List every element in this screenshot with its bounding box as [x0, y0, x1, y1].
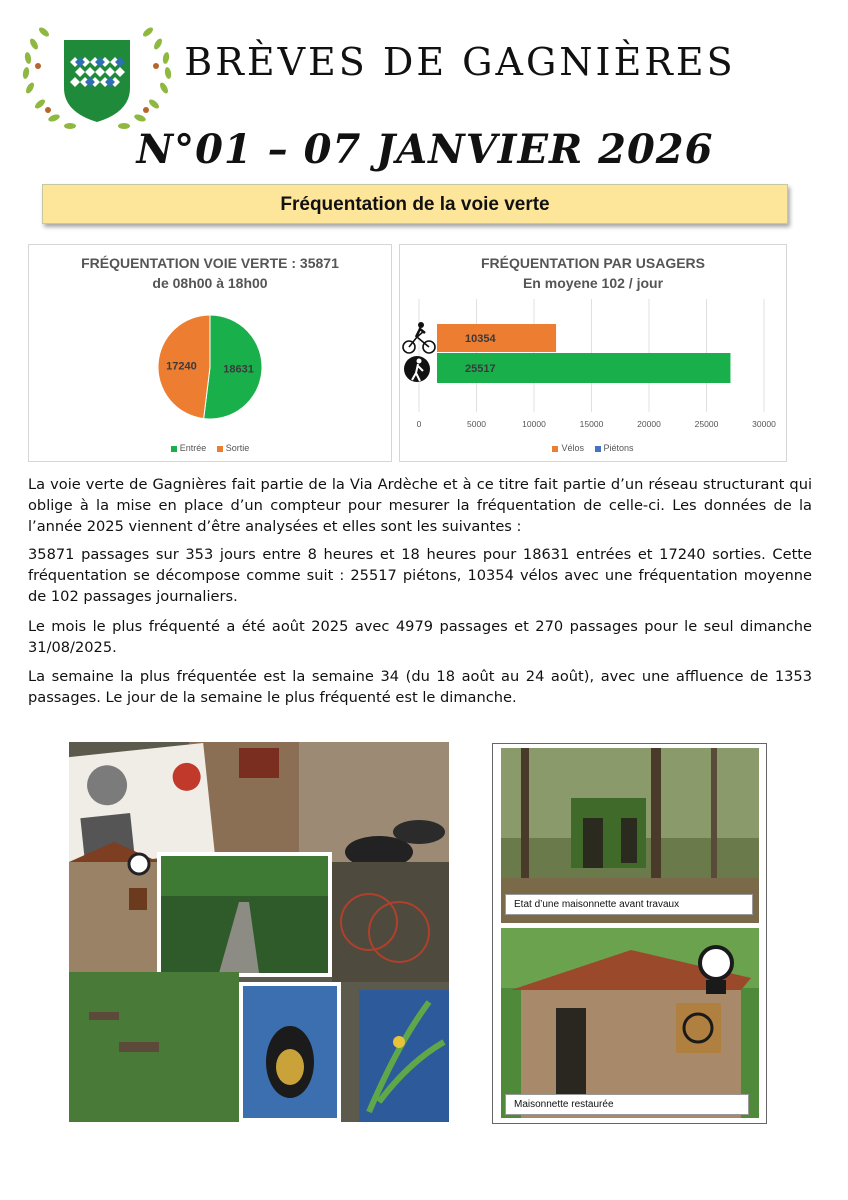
legend-item-pietons: Piétons [595, 443, 634, 453]
legend-item-sortie: Sortie [217, 443, 250, 453]
legend-item-entree: Entrée [171, 443, 207, 453]
pie-chart-panel [28, 244, 392, 462]
caption-before: Etat d’une maisonnette avant travaux [505, 894, 753, 915]
photo-collage [69, 742, 449, 1122]
caption-after: Maisonnette restaurée [505, 1094, 749, 1115]
before-after-frame [492, 743, 767, 1124]
bar-legend [400, 443, 786, 453]
bar-value-label: 25517 [465, 363, 496, 375]
pie-chart-title: FRÉQUENTATION VOIE VERTE : 35871 [81, 255, 339, 271]
hiker-icon [404, 356, 430, 382]
bar-chart-title: FRÉQUENTATION PAR USAGERS [480, 255, 705, 271]
issue-number-date: N°01 – 07 JANVIER 2026 [136, 126, 714, 173]
x-tick-label: 25000 [694, 419, 719, 429]
photo-hut-restored [501, 928, 759, 1118]
pie-chart-subtitle: de 08h00 à 18h00 [152, 275, 268, 291]
pie-chart [29, 295, 393, 445]
pie-label-entrée: 18631 [223, 363, 254, 376]
paragraph-stats: 35871 passages sur 353 jours entre 8 heures et 18 heures pour 18631 entrées et 17240 sorties. Cette fréquentation se décompose comme suit : 25517 piétons, 10354 vélos avec une fréquentation moyenne de 102 passages journaliers. [28, 546, 812, 605]
bar-velos [437, 324, 556, 352]
legend-item-velos: Vélos [552, 443, 584, 453]
pie-legend [29, 443, 391, 453]
bar-chart-subtitle: En moyene 102 / jour [522, 275, 664, 291]
bar-value-label: 10354 [465, 333, 496, 345]
x-tick-label: 10000 [522, 419, 546, 429]
paragraph-intro: La voie verte de Gagnières fait partie de la Via Ardèche et à ce titre fait partie d’un réseau structurant qui oblige à la mise en place d’un compteur pour mesurer la fréquentation de celle-ci. Les données de la l’année 2025 viennent d’être analysées et elles sont les suivantes : [28, 476, 812, 535]
x-tick-label: 5000 [467, 419, 486, 429]
section-banner: Fréquentation de la voie verte [42, 184, 788, 224]
x-tick-label: 15000 [579, 419, 604, 429]
paragraph-month: Le mois le plus fréquenté a été août 2025 avec 4979 passages et 270 passages pour le seul dimanche 31/08/2025. [28, 618, 812, 656]
collage-image [69, 742, 449, 1122]
pie-label-sortie: 17240 [166, 360, 197, 373]
bar-chart-panel [399, 244, 787, 462]
x-tick-label: 20000 [637, 419, 661, 429]
x-tick-label: 0 [416, 419, 422, 429]
paragraph-week: La semaine la plus fréquentée est la semaine 34 (du 18 août au 24 août), avec une affluence de 1353 passages. Le jour de la semaine le plus fréquenté est le dimanche. [28, 668, 812, 706]
x-tick-label: 30000 [752, 419, 776, 429]
newsletter-title: BRÈVES DE GAGNIÈRES [184, 40, 736, 84]
bar-chart [400, 297, 788, 437]
